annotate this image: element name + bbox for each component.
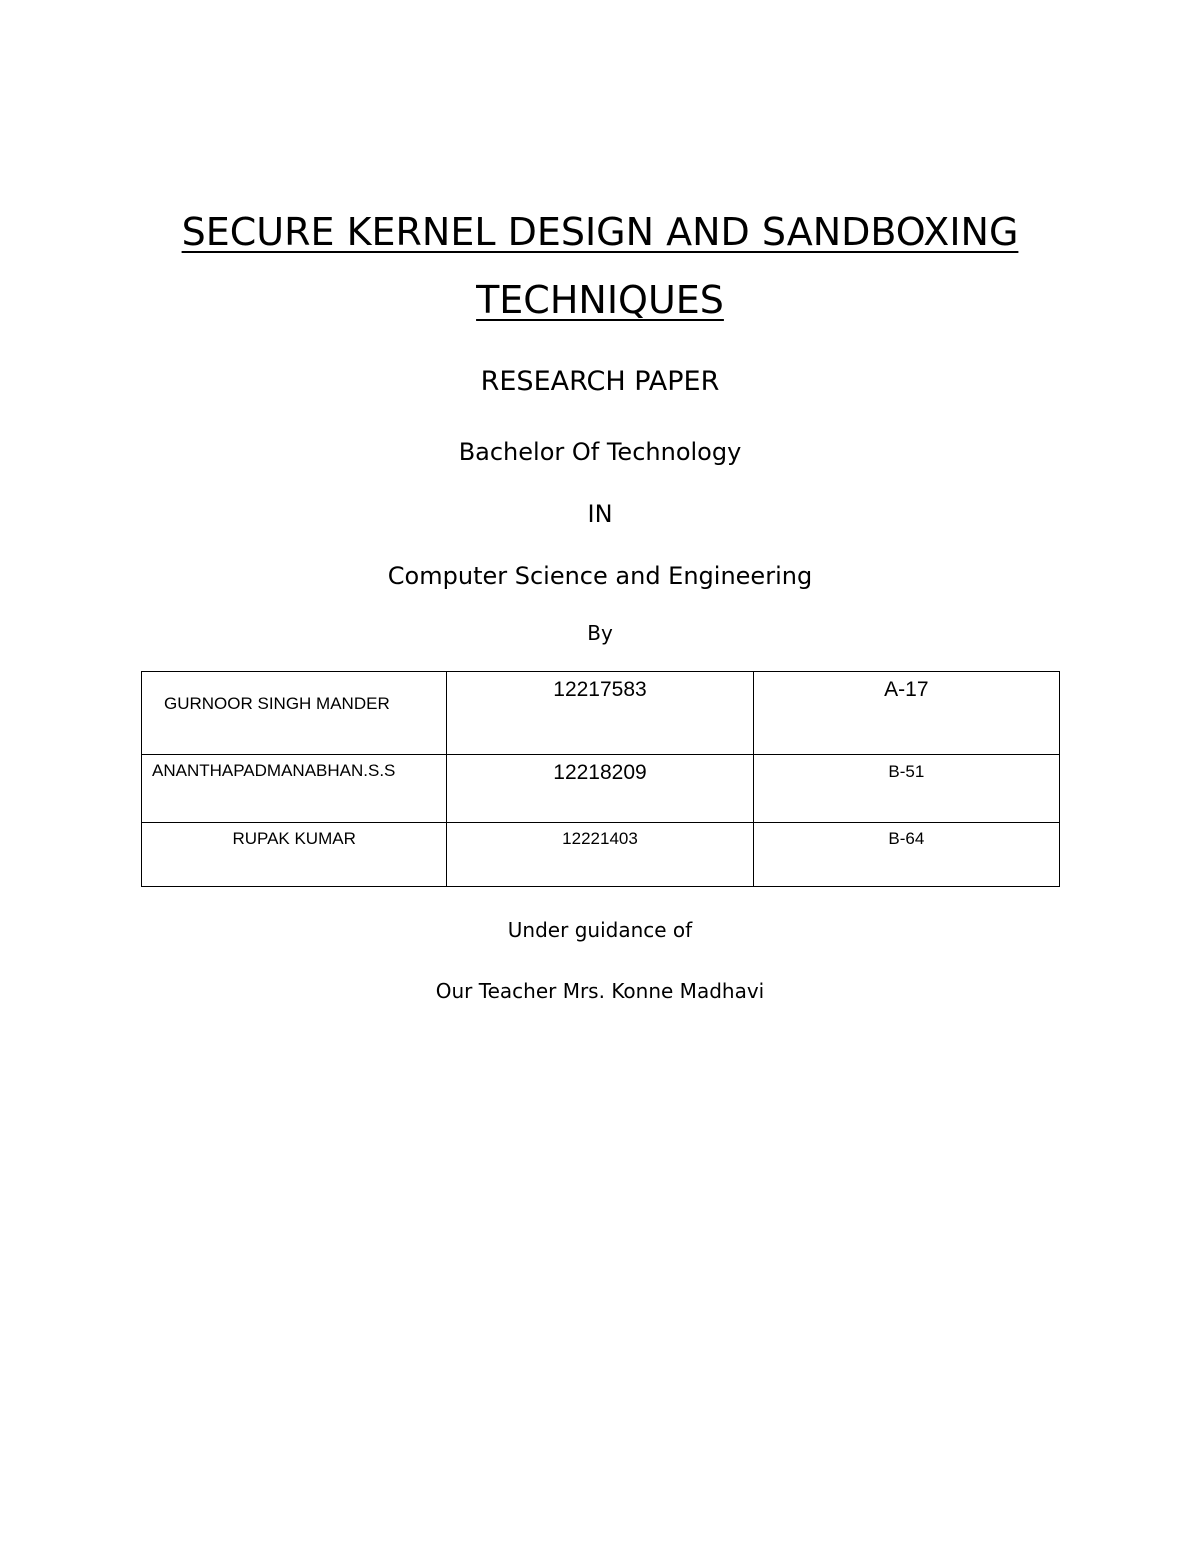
in-label: IN bbox=[587, 500, 613, 528]
teacher-name: Our Teacher Mrs. Konne Madhavi bbox=[435, 979, 765, 1003]
member-name: GURNOOR SINGH MANDER bbox=[142, 672, 447, 755]
member-reg-no: 12218209 bbox=[447, 755, 753, 823]
title-line-2: TECHNIQUES bbox=[476, 278, 724, 322]
member-roll: A-17 bbox=[753, 672, 1059, 755]
member-name: RUPAK KUMAR bbox=[142, 823, 447, 887]
member-reg-no: 12221403 bbox=[447, 823, 753, 887]
degree: Bachelor Of Technology bbox=[458, 438, 742, 466]
subtitle: RESEARCH PAPER bbox=[480, 366, 720, 397]
member-roll: B-51 bbox=[753, 755, 1059, 823]
title-line-1: SECURE KERNEL DESIGN AND SANDBOXING bbox=[181, 210, 1019, 254]
member-name: ANANTHAPADMANABHAN.S.S bbox=[142, 755, 447, 823]
branch: Computer Science and Engineering bbox=[387, 562, 813, 590]
member-reg-no: 12217583 bbox=[447, 672, 753, 755]
guidance-label: Under guidance of bbox=[507, 918, 693, 942]
members-table bbox=[141, 671, 1060, 887]
by-label: By bbox=[587, 621, 613, 645]
table-row bbox=[142, 755, 1060, 823]
table-row bbox=[142, 823, 1060, 887]
table-row bbox=[142, 672, 1060, 755]
member-roll: B-64 bbox=[753, 823, 1059, 887]
